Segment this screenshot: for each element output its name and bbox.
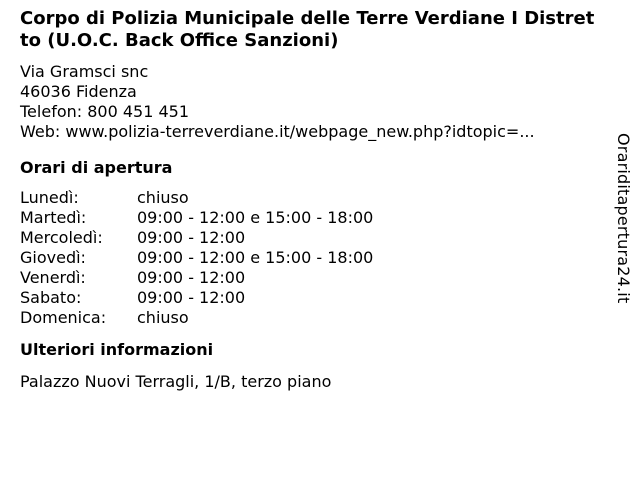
time-value: chiuso	[137, 188, 189, 207]
city-address: 46036 Fidenza	[20, 82, 137, 101]
business-card	[20, 8, 600, 392]
day-label: Giovedì:	[20, 248, 86, 267]
time-value: 09:00 - 12:00 e 15:00 - 18:00	[137, 248, 374, 267]
time-value: chiuso	[137, 308, 189, 327]
additional-info-heading: Ulteriori informazioni	[20, 340, 214, 359]
address-block	[20, 62, 600, 142]
hours-row-tuesday	[20, 208, 600, 228]
day-label: Mercoledì:	[20, 228, 103, 247]
brand-text: Orariditapertura24.it	[614, 133, 633, 304]
business-title: Corpo di Polizia Municipale delle Terre Verdiane I Distretto (U.O.C. Back Office Sanzioni)	[20, 8, 595, 51]
time-value: 09:00 - 12:00 e 15:00 - 18:00	[137, 208, 374, 227]
opening-hours-table	[20, 188, 600, 328]
hours-row-sunday	[20, 308, 600, 328]
hours-row-wednesday	[20, 228, 600, 248]
day-label: Sabato:	[20, 288, 82, 307]
day-label: Venerdì:	[20, 268, 86, 287]
street-address: Via Gramsci snc	[20, 62, 149, 81]
time-value: 09:00 - 12:00	[137, 268, 246, 287]
opening-hours-heading: Orari di apertura	[20, 158, 173, 177]
time-value: 09:00 - 12:00	[137, 228, 246, 247]
hours-row-thursday	[20, 248, 600, 268]
day-label: Lunedì:	[20, 188, 79, 207]
brand-watermark	[610, 133, 636, 308]
website-link[interactable]: Web: www.polizia-terreverdiane.it/webpage_new.php?idtopic=...	[20, 122, 535, 141]
phone-number[interactable]: Telefon: 800 451 451	[20, 102, 190, 121]
hours-row-friday	[20, 268, 600, 288]
day-label: Martedì:	[20, 208, 87, 227]
hours-row-monday	[20, 188, 600, 208]
time-value: 09:00 - 12:00	[137, 288, 246, 307]
day-label: Domenica:	[20, 308, 107, 327]
hours-row-saturday	[20, 288, 600, 308]
additional-info-text: Palazzo Nuovi Terragli, 1/B, terzo piano	[20, 372, 332, 391]
